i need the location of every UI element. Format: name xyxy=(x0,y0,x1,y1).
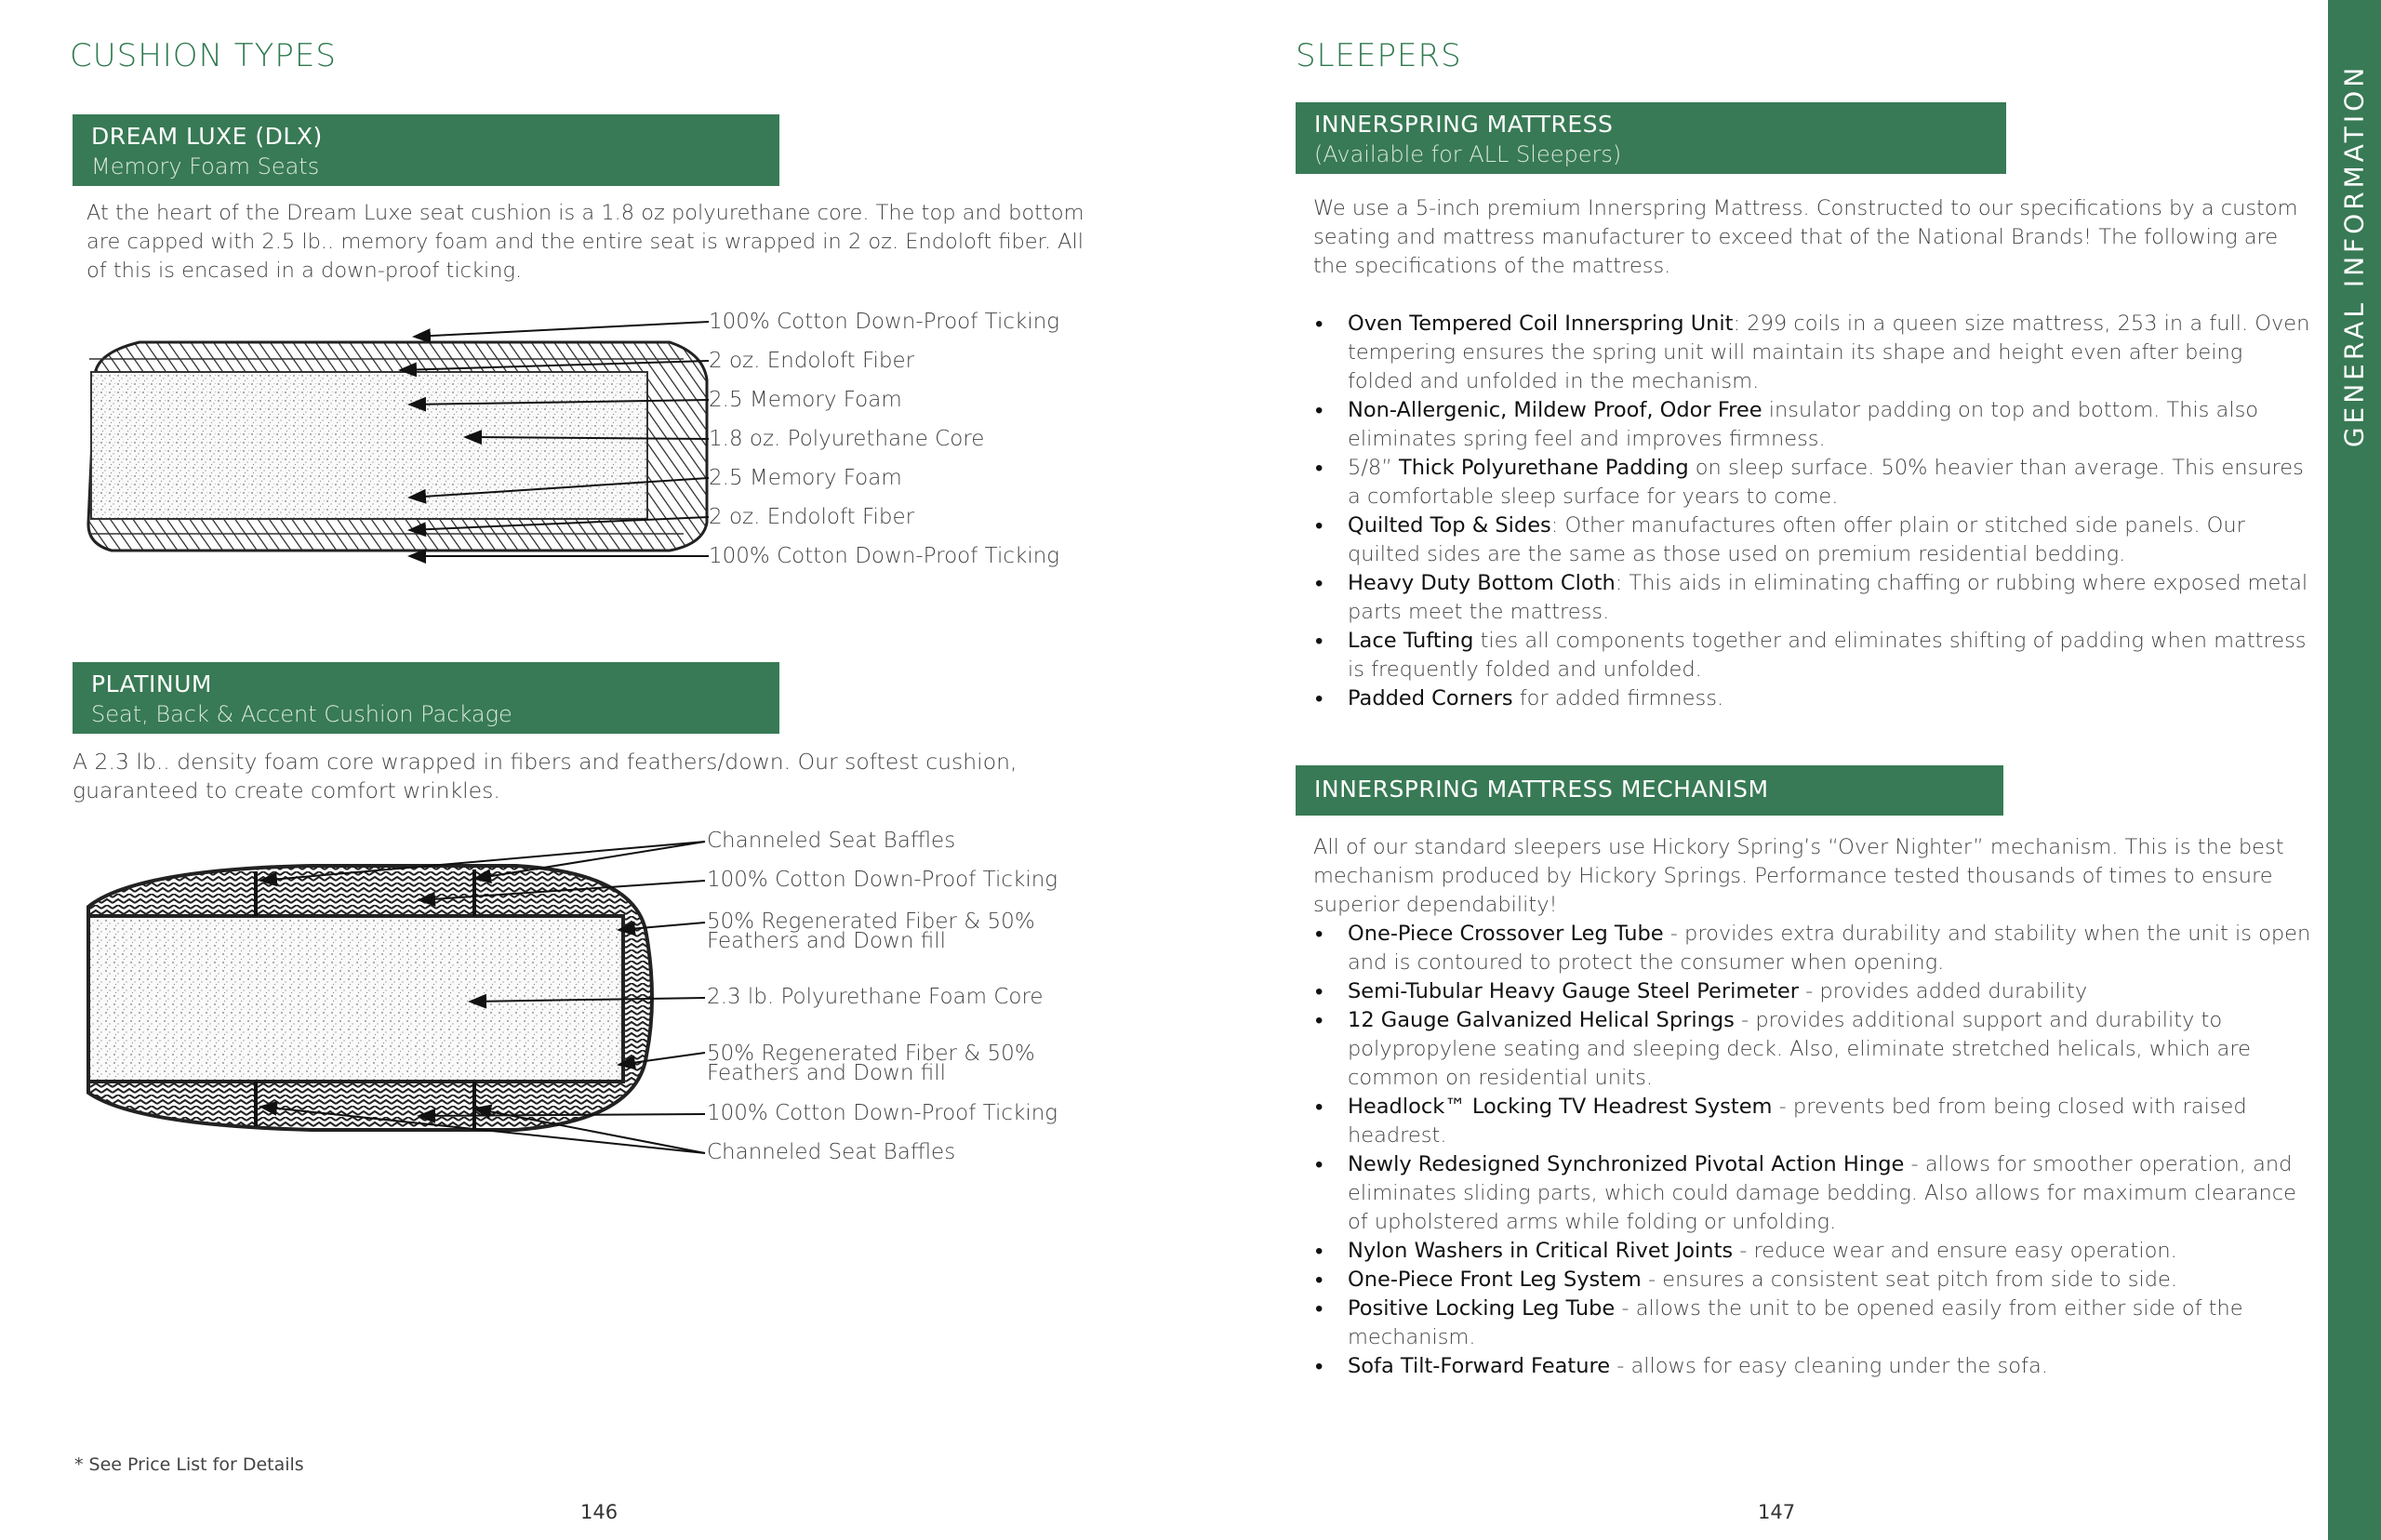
mattress-spec-item-text: : 299 coils in a queen size mattress, 253 in a full. Oven tempering ensures the spring unit will maintain its shape and height even after being folded and unfolded in the mechanism. xyxy=(1348,312,2310,393)
platinum-banner xyxy=(73,662,779,734)
platinum-cushion-diagram xyxy=(79,860,693,1139)
mechanism-feature-item-keyword: Semi-Tubular Heavy Gauge Steel Perimeter xyxy=(1348,979,1799,1003)
mechanism-feature-item-keyword: Nylon Washers in Critical Rivet Joints xyxy=(1348,1239,1734,1263)
mechanism-feature-item-keyword: Sofa Tilt-Forward Feature xyxy=(1348,1354,1611,1378)
dlx-cushion-diagram xyxy=(74,307,725,577)
mattress-spec-item xyxy=(1313,569,2313,627)
mattress-spec-item-keyword: Heavy Duty Bottom Cloth xyxy=(1348,571,1616,595)
mattress-spec-item-keyword: Thick Polyurethane Padding xyxy=(1399,456,1689,480)
mechanism-feature-item-keyword: Newly Redesigned Synchronized Pivotal Action Hinge xyxy=(1348,1152,1905,1176)
mattress-spec-item-text: on sleep surface. 50% heavier than average. This ensures a comfortable sleep surface for years to come. xyxy=(1348,456,2304,509)
mechanism-feature-item-text: - ensures a consistent seat pitch from side to side. xyxy=(1641,1268,2177,1292)
mechanism-feature-item-text: - reduce wear and ensure easy operation. xyxy=(1733,1239,2177,1263)
mattress-spec-item-text: : Other manufactures often offer plain or stitched side panels. Our quilted sides are the same as those used on premium residential bedding. xyxy=(1348,513,2245,566)
mattress-spec-list xyxy=(1313,310,2313,713)
dlx-callout-3: 2.5 Memory Foam xyxy=(709,388,902,412)
mattress-spec-item xyxy=(1313,396,2313,454)
mattress-spec-item xyxy=(1313,454,2313,511)
mattress-spec-item-text: ties all components together and eliminates shifting of padding when mattress is frequently folded and unfolded. xyxy=(1348,629,2307,682)
mattress-spec-item xyxy=(1313,310,2313,396)
page-number-left: 146 xyxy=(580,1501,619,1523)
platinum-banner-subtitle: Seat, Back & Accent Cushion Package xyxy=(91,701,512,727)
mechanism-feature-item xyxy=(1313,1266,2318,1294)
section-title-cushion-types: CUSHION TYPES xyxy=(70,37,337,74)
mattress-spec-item-keyword: Quilted Top & Sides xyxy=(1348,513,1551,538)
dlx-callout-6: 2 oz. Endoloft Fiber xyxy=(709,505,915,529)
mattress-spec-item xyxy=(1313,627,2313,684)
mechanism-feature-item xyxy=(1313,977,2318,1006)
mechanism-feature-item-keyword: One-Piece Crossover Leg Tube xyxy=(1348,922,1664,946)
mattress-spec-item-text: : This aids in eliminating chaffing or rubbing where exposed metal parts meet the mattress. xyxy=(1348,571,2308,624)
mechanism-feature-item-text: - allows for easy cleaning under the sofa. xyxy=(1610,1354,2048,1378)
mechanism-feature-item-keyword: Positive Locking Leg Tube xyxy=(1348,1296,1616,1321)
mechanism-feature-item xyxy=(1313,1352,2318,1381)
mattress-banner-subtitle: (Available for ALL Sleepers) xyxy=(1314,141,1622,167)
mechanism-feature-item xyxy=(1313,1006,2318,1093)
mechanism-feature-item-text: - prevents bed from being closed with raised headrest. xyxy=(1348,1095,2247,1148)
mattress-description: We use a 5-inch premium Innerspring Mattress. Constructed to our specifications by a custom seating and mattress manufacturer to exceed that of the National Brands! The following are the specifications of the mattress. xyxy=(1313,196,2298,278)
mechanism-banner xyxy=(1296,765,2003,816)
platinum-description: A 2.3 lb.. density foam core wrapped in fibers and feathers/down. Our softest cushion, guaranteed to create comfort wrinkles. xyxy=(73,749,1018,803)
mechanism-feature-item xyxy=(1313,1294,2318,1352)
page-number-right: 147 xyxy=(1758,1501,1796,1523)
section-title-sleepers: SLEEPERS xyxy=(1296,37,1462,74)
mechanism-feature-item xyxy=(1313,1093,2318,1150)
dlx-callout-2: 2 oz. Endoloft Fiber xyxy=(709,349,915,373)
platinum-callout-4: 2.3 lb. Polyurethane Foam Core xyxy=(707,985,1044,1009)
mechanism-feature-item xyxy=(1313,1237,2318,1266)
mechanism-feature-item-keyword: Headlock™ Locking TV Headrest System xyxy=(1348,1095,1773,1119)
mechanism-feature-list xyxy=(1313,920,2318,1381)
mattress-spec-item-text: for added firmness. xyxy=(1512,686,1724,710)
platinum-callout-2: 100% Cotton Down-Proof Ticking xyxy=(707,868,1058,892)
dlx-banner-subtitle: Memory Foam Seats xyxy=(91,153,320,179)
dlx-banner-title: DREAM LUXE (DLX) xyxy=(91,123,323,150)
footnote: * See Price List for Details xyxy=(74,1454,304,1475)
platinum-callout-7: Channeled Seat Baffles xyxy=(707,1140,956,1164)
mattress-spec-item-keyword: Lace Tufting xyxy=(1348,629,1474,653)
mattress-banner-title: INNERSPRING MATTRESS xyxy=(1314,111,1614,138)
mattress-spec-item-keyword: Non-Allergenic, Mildew Proof, Odor Free xyxy=(1348,398,1762,422)
mechanism-feature-item-text: - provides extra durability and stability when the unit is open and is contoured to protect the consumer when opening. xyxy=(1348,922,2311,975)
mechanism-feature-item-text: - allows for smoother operation, and eliminates sliding parts, which could damage bedding. Also allows for maximum clearance of upholstered arms while folding or unfolding. xyxy=(1348,1152,2296,1234)
mechanism-feature-item-text: - provides additional support and durability to polypropylene seating and sleeping deck. Also, eliminate stretched helicals, which are common on residential units. xyxy=(1348,1008,2251,1090)
mattress-spec-item-keyword: Padded Corners xyxy=(1348,686,1513,710)
platinum-callout-3: 50% Regenerated Fiber & 50% Feathers and Down fill xyxy=(707,909,1035,953)
dlx-description: At the heart of the Dream Luxe seat cushion is a 1.8 oz polyurethane core. The top and bottom are capped with 2.5 lb.. memory foam and the entire seat is wrapped in 2 oz. Endoloft fiber. All of this is encased in a down-proof ticking. xyxy=(86,201,1084,283)
platinum-callout-6: 100% Cotton Down-Proof Ticking xyxy=(707,1101,1058,1125)
dlx-callout-1: 100% Cotton Down-Proof Ticking xyxy=(709,310,1060,334)
mattress-spec-item-prefix: 5/8” xyxy=(1348,456,1400,480)
dlx-banner xyxy=(73,114,779,186)
mechanism-feature-item-keyword: 12 Gauge Galvanized Helical Springs xyxy=(1348,1008,1735,1032)
platinum-callout-1: Channeled Seat Baffles xyxy=(707,829,956,853)
mechanism-banner-title: INNERSPRING MATTRESS MECHANISM xyxy=(1314,776,1769,803)
mechanism-feature-item-text: - allows the unit to be opened easily from either side of the mechanism. xyxy=(1348,1296,2243,1349)
dlx-callout-4: 1.8 oz. Polyurethane Core xyxy=(709,427,985,451)
mattress-spec-item xyxy=(1313,684,2313,713)
mattress-spec-item-keyword: Oven Tempered Coil Innerspring Unit xyxy=(1348,312,1734,336)
dlx-callout-5: 2.5 Memory Foam xyxy=(709,466,902,490)
mechanism-feature-item-keyword: One-Piece Front Leg System xyxy=(1348,1268,1642,1292)
dlx-callout-7: 100% Cotton Down-Proof Ticking xyxy=(709,544,1060,568)
mattress-spec-item-text: insulator padding on top and bottom. This also eliminates spring feel and improves firmness. xyxy=(1348,398,2259,451)
mechanism-feature-item xyxy=(1313,1150,2318,1237)
mechanism-feature-item xyxy=(1313,920,2318,977)
mattress-spec-item xyxy=(1313,511,2313,569)
platinum-callout-5: 50% Regenerated Fiber & 50% Feathers and Down fill xyxy=(707,1042,1035,1085)
mattress-banner xyxy=(1296,102,2006,174)
sidebar-label: GENERAL INFORMATION xyxy=(2338,63,2370,448)
mechanism-feature-item-text: - provides added durability xyxy=(1799,979,2088,1003)
platinum-banner-title: PLATINUM xyxy=(91,670,212,697)
mechanism-description: All of our standard sleepers use Hickory Spring’s “Over Nighter” mechanism. This is the best mechanism produced by Hickory Springs. Performance tested thousands of times to ensure superior dependability! xyxy=(1313,835,2284,917)
